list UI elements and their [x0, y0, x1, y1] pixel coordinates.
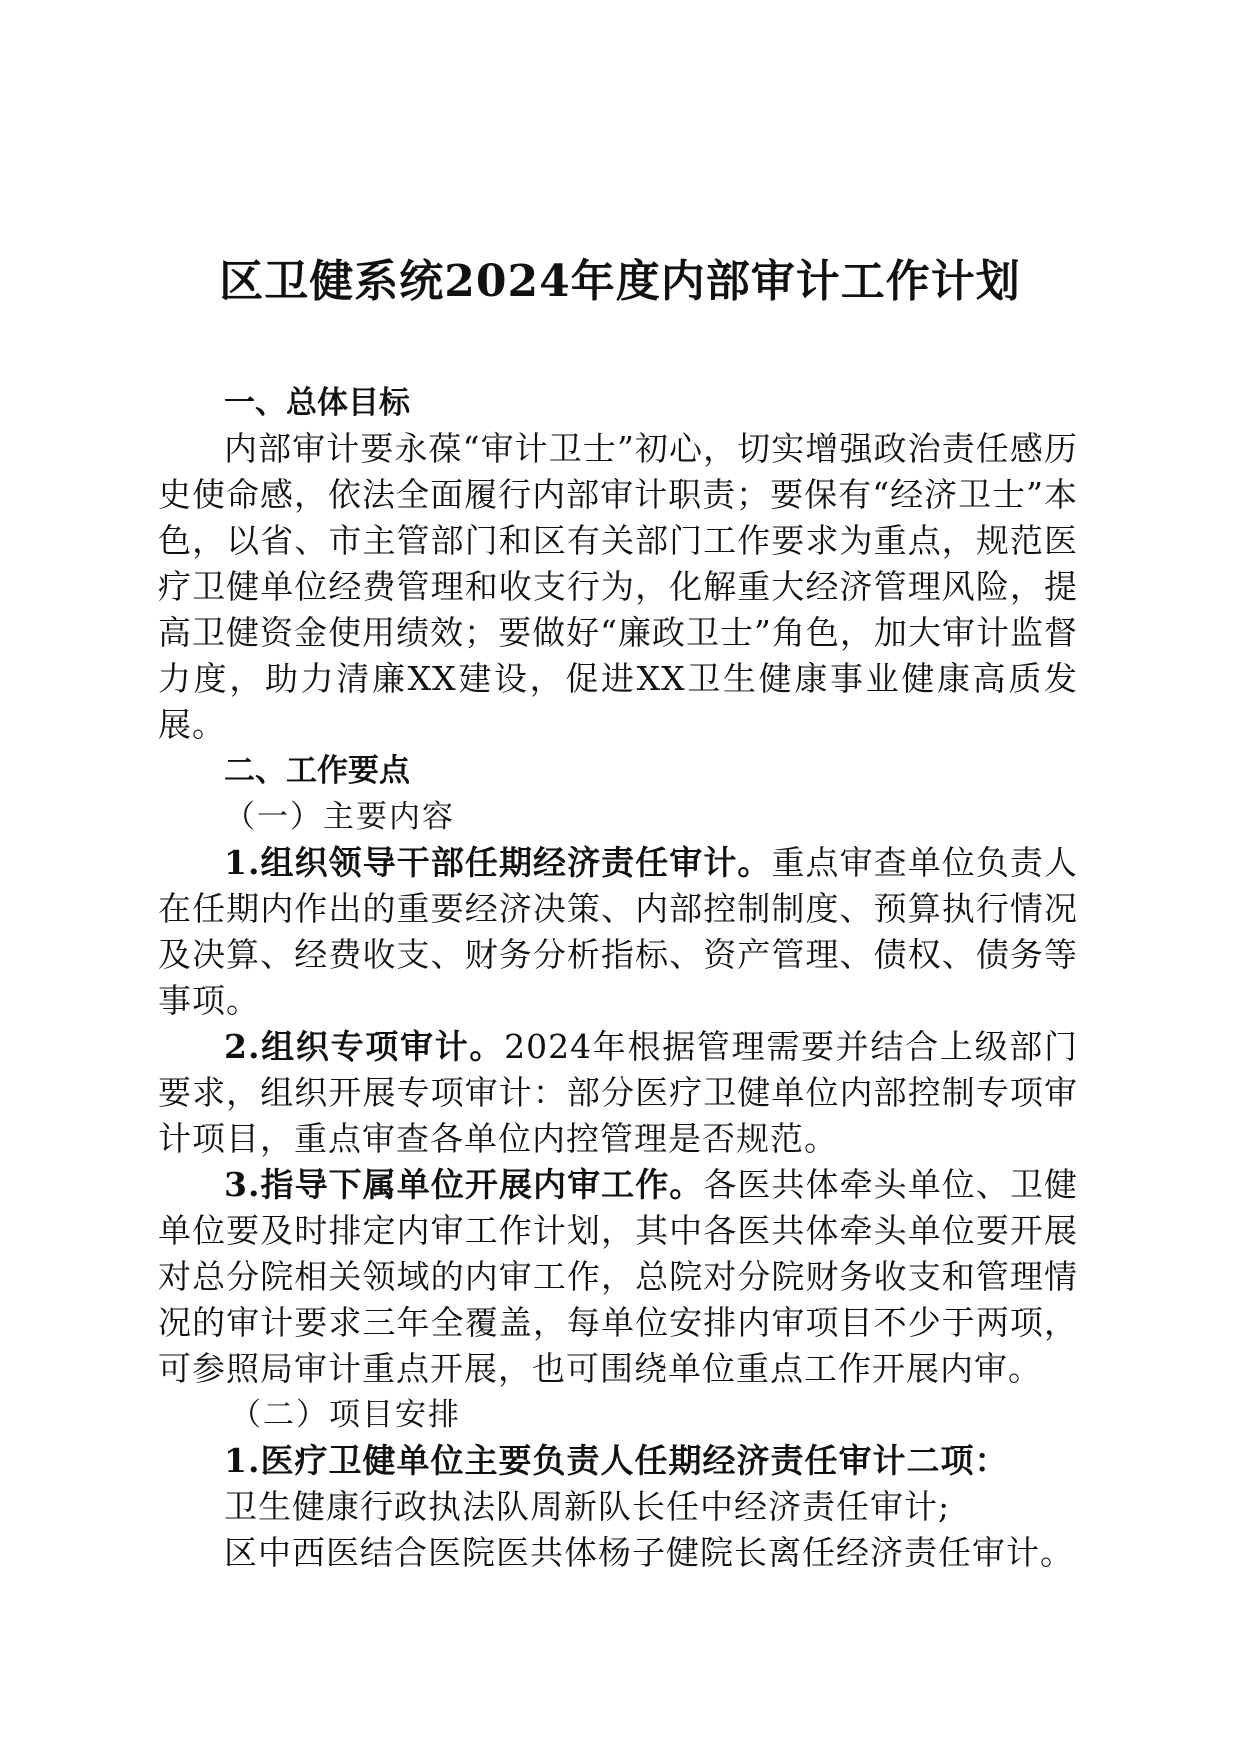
- item-3-text: 各医共体牵头单位、卫健单位要及时排定内审工作计划，其中各医共体牵头单位要开展对总分院相关领域的内审工作，总院对分院财务收支和管理情况的审计要求三年全覆盖，每单位安排内审项目不少于两项，可参照局审计重点开展，也可围绕单位重点工作开展内审。: [158, 1165, 1079, 1388]
- item-2-lead: 2.组织专项审计。: [224, 1027, 505, 1066]
- section-heading-overall-goal: 一、总体目标: [224, 385, 410, 421]
- document-title: 区卫健系统2024年度内部审计工作计划: [219, 256, 1021, 307]
- item-3-lead: 3.指导下属单位开展内审工作。: [224, 1165, 704, 1204]
- paragraph-item-1: [158, 840, 1078, 1024]
- paragraph-item-2: [158, 1024, 1078, 1162]
- section-heading-work-points: 二、工作要点: [224, 753, 410, 789]
- subsection-heading-project-arrangement: （二）项目安排: [230, 1397, 461, 1433]
- project-line-1: 卫生健康行政执法队周新队长任中经济责任审计;: [224, 1487, 951, 1526]
- document-body: [158, 380, 1078, 1576]
- paragraph-item-3: [158, 1162, 1078, 1392]
- item-1-lead: 1.组织领导干部任期经济责任审计。: [224, 843, 772, 882]
- item-2-text: 2024年根据管理需要并结合上级部门要求，组织开展专项审计：部分医疗卫健单位内部控制专项审计项目，重点审查各单位内控管理是否规范。: [158, 1027, 1078, 1158]
- project-line-2: 区中西医结合医院医共体杨子健院长离任经济责任审计。: [224, 1533, 1074, 1572]
- subsection-heading-main-content: （一）主要内容: [224, 799, 455, 835]
- project-item-1-lead: 1.医疗卫健单位主要负责人任期经济责任审计二项：: [224, 1441, 1009, 1480]
- item-1-text: 重点审查单位负责人在任期内作出的重要经济决策、内部控制制度、预算执行情况及决算、经费收支、财务分析指标、资产管理、债权、债务等事项。: [158, 843, 1078, 1020]
- paragraph-overall-goal: 内部审计要永葆“审计卫士”初心，切实增强政治责任感历史使命感，依法全面履行内部审计职责；要保有“经济卫士”本色，以省、市主管部门和区有关部门工作要求为重点，规范医疗卫健单位经费管理和收支行为，化解重大经济管理风险，提高卫健资金使用绩效；要做好“廉政卫士”角色，加大审计监督力度，助力清廉XX建设，促进XX卫生健康事业健康高质发展。: [158, 429, 1078, 744]
